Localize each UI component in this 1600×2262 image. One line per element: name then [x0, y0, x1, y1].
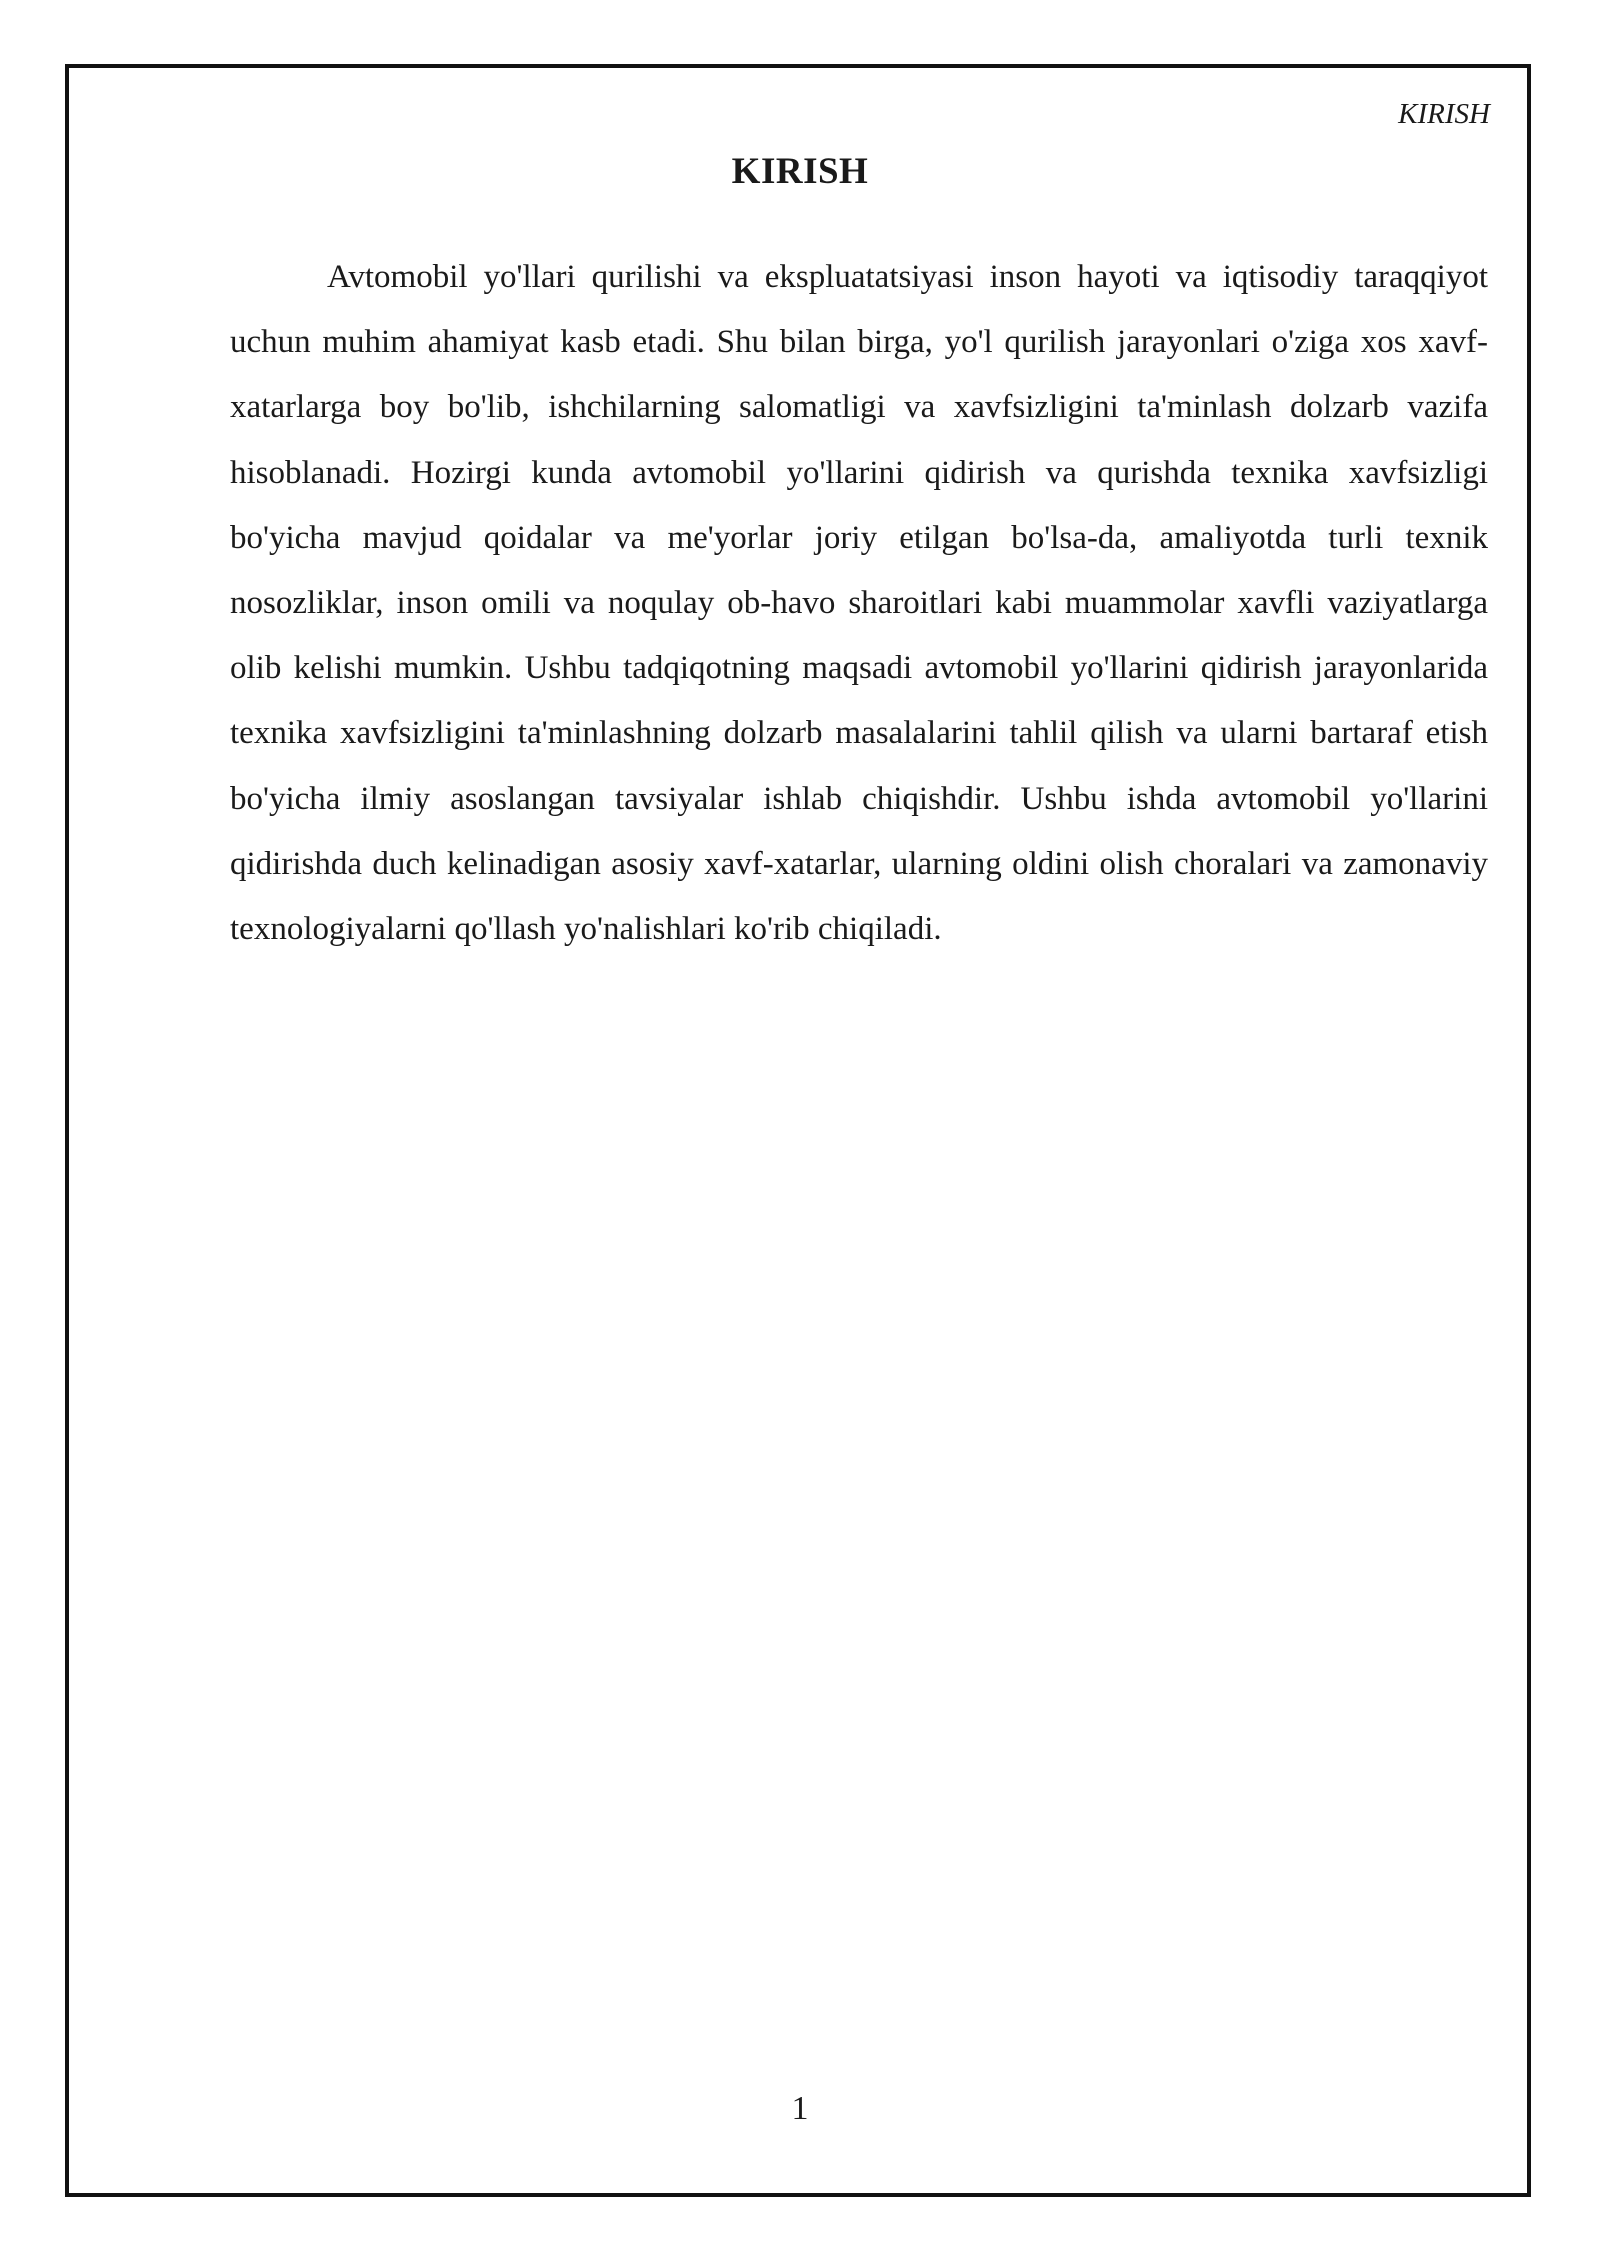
running-header: KIRISH — [1398, 98, 1490, 130]
section-title: KIRISH — [731, 151, 869, 192]
intro-paragraph: Avtomobil yo'llari qurilishi va ekspluatatsiyasi inson hayoti va iqtisodiy taraqqiyot uchun muhim ahamiyat kasb etadi. Shu bilan birga, yo'l qurilish jarayonlari o'ziga xos xavf-xatarlarga boy bo'lib, ishchilarning salomatligi va xavfsizligini ta'minlash dolzarb vazifa hisoblanadi. Hozirgi kunda avtomobil yo'llarini qidirish va qurishda texnika xavfsizligi bo'yicha mavjud qoidalar va me'yorlar joriy etilgan bo'lsa-da, amaliyotda turli texnik nosozliklar, inson omili va noqulay ob-havo sharoitlari kabi muammolar xavfli vaziyatlarga olib kelishi mumkin. Ushbu tadqiqotning maqsadi avtomobil yo'llarini qidirish jarayonlarida texnika xavfsizligini ta'minlashning dolzarb masalalarini tahlil qilish va ularni bartaraf etish bo'yicha ilmiy asoslangan tavsiyalar ishlab chiqishdir. Ushbu ishda avtomobil yo'llarini qidirishda duch kelinadigan asosiy xavf-xatarlar, ularning oldini olish choralari va zamonaviy texnologiyalarni qo'llash yo'nalishlari ko'rib chiqiladi. — [230, 259, 1488, 948]
page-number: 1 — [791, 2090, 809, 2127]
